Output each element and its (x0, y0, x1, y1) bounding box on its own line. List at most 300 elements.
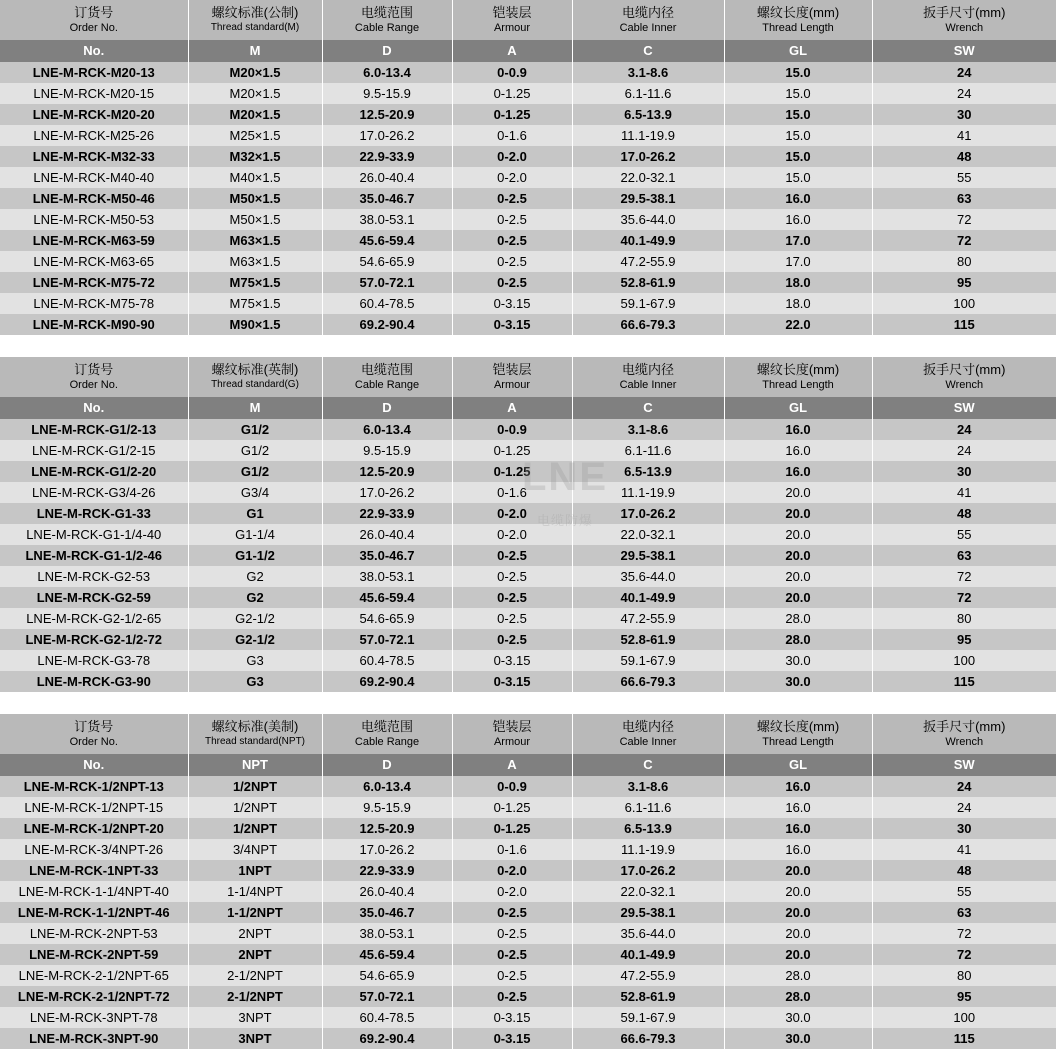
column-symbol-3: A (452, 397, 572, 419)
cell-order-no: LNE-M-RCK-3NPT-78 (0, 1007, 188, 1028)
table-row (0, 230, 1056, 251)
cell-order-no: LNE-M-RCK-M40-40 (0, 167, 188, 188)
column-header-0 (0, 357, 188, 397)
table-row (0, 629, 1056, 650)
cell-value-5: 16.0 (724, 797, 872, 818)
cell-value-3: 0-1.25 (452, 104, 572, 125)
cell-value-6: 100 (872, 650, 1056, 671)
cell-value-1: 3NPT (188, 1007, 322, 1028)
column-header-6 (872, 357, 1056, 397)
cell-value-4: 6.5-13.9 (572, 461, 724, 482)
cell-value-3: 0-3.15 (452, 314, 572, 335)
cell-value-5: 28.0 (724, 986, 872, 1007)
table-row (0, 209, 1056, 230)
cell-value-5: 15.0 (724, 146, 872, 167)
cell-value-6: 115 (872, 314, 1056, 335)
cell-value-6: 63 (872, 902, 1056, 923)
cell-order-no: LNE-M-RCK-2NPT-53 (0, 923, 188, 944)
column-header-en-4: Cable Inner (619, 379, 677, 391)
cell-value-4: 17.0-26.2 (572, 503, 724, 524)
cell-value-2: 9.5-15.9 (322, 83, 452, 104)
table-row (0, 1028, 1056, 1049)
cell-value-1: 1/2NPT (188, 818, 322, 839)
column-symbol-1: NPT (188, 754, 322, 776)
cell-value-4: 6.5-13.9 (572, 818, 724, 839)
cell-order-no: LNE-M-RCK-M50-46 (0, 188, 188, 209)
cell-order-no: LNE-M-RCK-M32-33 (0, 146, 188, 167)
cell-value-5: 15.0 (724, 104, 872, 125)
cell-value-6: 80 (872, 965, 1056, 986)
column-header-5 (724, 0, 872, 40)
column-header-cn-0: 订货号 (74, 5, 114, 20)
cell-order-no: LNE-M-RCK-M20-15 (0, 83, 188, 104)
cell-value-6: 48 (872, 860, 1056, 881)
cell-value-4: 35.6-44.0 (572, 566, 724, 587)
column-header-4 (572, 0, 724, 40)
cell-value-2: 45.6-59.4 (322, 230, 452, 251)
cell-order-no: LNE-M-RCK-2NPT-59 (0, 944, 188, 965)
column-header-en-3: Armour (493, 22, 531, 34)
cell-value-3: 0-1.6 (452, 839, 572, 860)
cell-value-1: G1/2 (188, 461, 322, 482)
cell-value-3: 0-1.25 (452, 440, 572, 461)
cell-value-6: 72 (872, 209, 1056, 230)
cell-value-4: 66.6-79.3 (572, 314, 724, 335)
table-row (0, 482, 1056, 503)
cell-value-3: 0-0.9 (452, 776, 572, 797)
cell-value-1: G2-1/2 (188, 608, 322, 629)
cell-value-3: 0-2.5 (452, 986, 572, 1007)
cell-value-5: 28.0 (724, 608, 872, 629)
cell-value-1: M25×1.5 (188, 125, 322, 146)
cell-order-no: LNE-M-RCK-3NPT-90 (0, 1028, 188, 1049)
cell-value-2: 26.0-40.4 (322, 524, 452, 545)
cell-value-6: 95 (872, 629, 1056, 650)
table-row (0, 608, 1056, 629)
cell-value-6: 100 (872, 1007, 1056, 1028)
cell-value-5: 20.0 (724, 902, 872, 923)
cell-value-2: 38.0-53.1 (322, 923, 452, 944)
cell-value-1: M90×1.5 (188, 314, 322, 335)
cell-value-6: 115 (872, 671, 1056, 692)
cell-value-2: 17.0-26.2 (322, 839, 452, 860)
column-header-cn-3: 铠装层 (492, 5, 532, 20)
column-header-2 (322, 357, 452, 397)
cell-value-1: G2 (188, 566, 322, 587)
table-header-row (0, 714, 1056, 754)
cell-value-2: 22.9-33.9 (322, 860, 452, 881)
cell-value-2: 6.0-13.4 (322, 776, 452, 797)
cell-value-3: 0-2.0 (452, 860, 572, 881)
table-row (0, 314, 1056, 335)
cell-value-2: 35.0-46.7 (322, 902, 452, 923)
cell-value-2: 57.0-72.1 (322, 629, 452, 650)
column-header-cn-5: 螺纹长度(mm) (756, 719, 840, 734)
cell-value-5: 16.0 (724, 776, 872, 797)
table-symbol-row (0, 40, 1056, 62)
cell-order-no: LNE-M-RCK-2-1/2NPT-65 (0, 965, 188, 986)
cell-value-2: 35.0-46.7 (322, 188, 452, 209)
cell-value-4: 17.0-26.2 (572, 146, 724, 167)
cell-value-2: 17.0-26.2 (322, 125, 452, 146)
cell-value-3: 0-2.5 (452, 902, 572, 923)
column-header-en-0: Order No. (69, 22, 118, 34)
column-symbol-6: SW (872, 397, 1056, 419)
cell-value-1: M20×1.5 (188, 83, 322, 104)
cell-value-2: 26.0-40.4 (322, 881, 452, 902)
column-header-en-1: Thread standard(G) (211, 379, 299, 390)
cell-value-1: 2NPT (188, 923, 322, 944)
cell-value-3: 0-0.9 (452, 62, 572, 83)
column-header-cn-4: 电缆内径 (621, 362, 674, 377)
column-header-3 (452, 0, 572, 40)
cell-value-4: 11.1-19.9 (572, 125, 724, 146)
cell-value-4: 29.5-38.1 (572, 902, 724, 923)
cell-value-1: M40×1.5 (188, 167, 322, 188)
column-header-6 (872, 0, 1056, 40)
column-symbol-0: No. (0, 40, 188, 62)
cell-value-4: 22.0-32.1 (572, 881, 724, 902)
cell-value-4: 47.2-55.9 (572, 608, 724, 629)
cell-value-6: 41 (872, 839, 1056, 860)
cell-value-2: 54.6-65.9 (322, 965, 452, 986)
cell-value-2: 22.9-33.9 (322, 503, 452, 524)
cell-value-4: 22.0-32.1 (572, 524, 724, 545)
cell-value-1: G1-1/4 (188, 524, 322, 545)
table-row (0, 923, 1056, 944)
column-header-en-0: Order No. (69, 379, 118, 391)
cell-value-3: 0-2.5 (452, 188, 572, 209)
cell-value-2: 57.0-72.1 (322, 986, 452, 1007)
cell-value-1: M75×1.5 (188, 272, 322, 293)
cell-value-4: 35.6-44.0 (572, 923, 724, 944)
cell-value-6: 48 (872, 146, 1056, 167)
table-row (0, 839, 1056, 860)
table-row (0, 818, 1056, 839)
cell-value-1: G3 (188, 671, 322, 692)
cell-order-no: LNE-M-RCK-G1/2-13 (0, 419, 188, 440)
cell-value-3: 0-2.5 (452, 629, 572, 650)
table-row (0, 860, 1056, 881)
cell-value-6: 24 (872, 776, 1056, 797)
column-header-5 (724, 357, 872, 397)
cell-value-1: G1-1/2 (188, 545, 322, 566)
cell-value-5: 20.0 (724, 944, 872, 965)
cell-value-4: 29.5-38.1 (572, 188, 724, 209)
cell-order-no: LNE-M-RCK-M63-65 (0, 251, 188, 272)
cell-value-6: 55 (872, 524, 1056, 545)
cell-value-2: 26.0-40.4 (322, 167, 452, 188)
column-header-cn-1: 螺纹标准(美制) (211, 719, 299, 734)
cell-value-4: 40.1-49.9 (572, 944, 724, 965)
cell-value-6: 63 (872, 188, 1056, 209)
cell-value-6: 63 (872, 545, 1056, 566)
table-row (0, 419, 1056, 440)
cell-value-2: 38.0-53.1 (322, 566, 452, 587)
table-header-row (0, 0, 1056, 40)
cell-value-4: 6.1-11.6 (572, 440, 724, 461)
cell-value-5: 16.0 (724, 839, 872, 860)
cell-value-5: 20.0 (724, 503, 872, 524)
cell-value-4: 66.6-79.3 (572, 671, 724, 692)
cell-value-6: 24 (872, 419, 1056, 440)
cell-value-4: 47.2-55.9 (572, 251, 724, 272)
cell-value-4: 11.1-19.9 (572, 482, 724, 503)
cell-value-2: 60.4-78.5 (322, 650, 452, 671)
cell-value-6: 115 (872, 1028, 1056, 1049)
cell-value-4: 47.2-55.9 (572, 965, 724, 986)
cell-value-2: 6.0-13.4 (322, 62, 452, 83)
cell-value-2: 9.5-15.9 (322, 797, 452, 818)
cell-value-6: 55 (872, 167, 1056, 188)
cell-value-1: G2-1/2 (188, 629, 322, 650)
cell-value-1: M63×1.5 (188, 251, 322, 272)
cell-value-3: 0-3.15 (452, 1007, 572, 1028)
cell-value-6: 72 (872, 944, 1056, 965)
column-symbol-6: SW (872, 40, 1056, 62)
column-symbol-4: C (572, 754, 724, 776)
spec-table-metric (0, 0, 1056, 335)
column-header-cn-5: 螺纹长度(mm) (756, 362, 840, 377)
column-symbol-2: D (322, 40, 452, 62)
cell-value-3: 0-2.0 (452, 503, 572, 524)
table-row (0, 545, 1056, 566)
cell-value-6: 24 (872, 440, 1056, 461)
cell-value-6: 30 (872, 104, 1056, 125)
cell-order-no: LNE-M-RCK-G1/2-20 (0, 461, 188, 482)
column-header-en-1: Thread standard(M) (210, 22, 300, 33)
cell-value-6: 100 (872, 293, 1056, 314)
column-header-cn-2: 电缆范围 (360, 362, 413, 377)
cell-value-4: 6.5-13.9 (572, 104, 724, 125)
table-row (0, 251, 1056, 272)
cell-value-5: 20.0 (724, 482, 872, 503)
column-header-6 (872, 714, 1056, 754)
cell-value-1: 1NPT (188, 860, 322, 881)
column-header-1 (188, 0, 322, 40)
table-row (0, 671, 1056, 692)
cell-value-1: M63×1.5 (188, 230, 322, 251)
column-header-en-4: Cable Inner (619, 736, 677, 748)
table-row (0, 650, 1056, 671)
column-header-cn-3: 铠装层 (492, 719, 532, 734)
cell-value-3: 0-2.5 (452, 209, 572, 230)
column-header-cn-4: 电缆内径 (621, 5, 674, 20)
column-header-3 (452, 714, 572, 754)
cell-value-2: 35.0-46.7 (322, 545, 452, 566)
cell-value-3: 0-3.15 (452, 293, 572, 314)
column-symbol-0: No. (0, 754, 188, 776)
column-header-cn-1: 螺纹标准(公制) (211, 5, 299, 20)
cell-order-no: LNE-M-RCK-1/2NPT-13 (0, 776, 188, 797)
column-header-en-6: Wrench (945, 736, 984, 748)
cell-value-4: 29.5-38.1 (572, 545, 724, 566)
cell-order-no: LNE-M-RCK-M50-53 (0, 209, 188, 230)
cell-order-no: LNE-M-RCK-G2-1/2-72 (0, 629, 188, 650)
table-row (0, 1007, 1056, 1028)
cell-value-1: G3 (188, 650, 322, 671)
cell-value-5: 20.0 (724, 587, 872, 608)
cell-value-3: 0-2.5 (452, 923, 572, 944)
cell-value-3: 0-2.5 (452, 965, 572, 986)
cell-value-6: 24 (872, 62, 1056, 83)
column-header-cn-0: 订货号 (74, 362, 114, 377)
cell-value-3: 0-0.9 (452, 419, 572, 440)
cell-value-3: 0-2.5 (452, 587, 572, 608)
cell-order-no: LNE-M-RCK-1/2NPT-15 (0, 797, 188, 818)
cell-value-5: 15.0 (724, 83, 872, 104)
cell-value-5: 20.0 (724, 566, 872, 587)
column-header-en-3: Armour (493, 736, 531, 748)
cell-value-4: 35.6-44.0 (572, 209, 724, 230)
cell-value-4: 6.1-11.6 (572, 797, 724, 818)
table-row (0, 776, 1056, 797)
cell-value-2: 9.5-15.9 (322, 440, 452, 461)
cell-value-5: 30.0 (724, 650, 872, 671)
cell-value-2: 69.2-90.4 (322, 1028, 452, 1049)
cell-value-1: 3/4NPT (188, 839, 322, 860)
column-header-cn-6: 扳手尺寸(mm) (923, 362, 1006, 377)
cell-value-5: 20.0 (724, 860, 872, 881)
cell-value-1: M50×1.5 (188, 188, 322, 209)
column-header-cn-2: 电缆范围 (360, 5, 413, 20)
table-row (0, 440, 1056, 461)
column-header-en-2: Cable Range (354, 379, 420, 391)
cell-value-6: 72 (872, 230, 1056, 251)
column-symbol-3: A (452, 40, 572, 62)
cell-value-5: 16.0 (724, 188, 872, 209)
cell-order-no: LNE-M-RCK-M20-13 (0, 62, 188, 83)
cell-value-6: 72 (872, 566, 1056, 587)
column-symbol-4: C (572, 397, 724, 419)
cell-value-6: 80 (872, 251, 1056, 272)
spec-table-npt (0, 714, 1056, 1049)
column-header-en-6: Wrench (945, 379, 984, 391)
column-header-cn-2: 电缆范围 (360, 719, 413, 734)
cell-value-6: 41 (872, 125, 1056, 146)
cell-value-4: 17.0-26.2 (572, 860, 724, 881)
cell-value-2: 12.5-20.9 (322, 104, 452, 125)
table-row (0, 587, 1056, 608)
cell-value-3: 0-2.5 (452, 608, 572, 629)
column-symbol-3: A (452, 754, 572, 776)
cell-value-3: 0-2.5 (452, 251, 572, 272)
cell-value-2: 54.6-65.9 (322, 251, 452, 272)
cell-value-3: 0-2.5 (452, 566, 572, 587)
cell-value-4: 6.1-11.6 (572, 83, 724, 104)
spec-table-bsp (0, 357, 1056, 692)
column-header-cn-3: 铠装层 (492, 362, 532, 377)
table-row (0, 797, 1056, 818)
cell-order-no: LNE-M-RCK-G2-59 (0, 587, 188, 608)
table-row (0, 524, 1056, 545)
cell-value-5: 15.0 (724, 167, 872, 188)
cell-order-no: LNE-M-RCK-G3/4-26 (0, 482, 188, 503)
cell-value-2: 69.2-90.4 (322, 671, 452, 692)
column-symbol-4: C (572, 40, 724, 62)
column-header-en-2: Cable Range (354, 736, 420, 748)
table-row (0, 146, 1056, 167)
cell-value-6: 55 (872, 881, 1056, 902)
cell-value-2: 38.0-53.1 (322, 209, 452, 230)
cell-value-6: 24 (872, 797, 1056, 818)
table-row (0, 461, 1056, 482)
cell-value-3: 0-2.0 (452, 524, 572, 545)
cell-value-4: 3.1-8.6 (572, 776, 724, 797)
cell-value-5: 28.0 (724, 965, 872, 986)
cell-value-6: 72 (872, 923, 1056, 944)
column-header-cn-0: 订货号 (74, 719, 114, 734)
column-header-2 (322, 714, 452, 754)
table-row (0, 83, 1056, 104)
cell-order-no: LNE-M-RCK-G3-90 (0, 671, 188, 692)
cell-order-no: LNE-M-RCK-G2-53 (0, 566, 188, 587)
table-row (0, 125, 1056, 146)
table-symbol-row (0, 397, 1056, 419)
cell-value-6: 95 (872, 272, 1056, 293)
cell-value-1: 2-1/2NPT (188, 986, 322, 1007)
cell-value-3: 0-1.25 (452, 83, 572, 104)
cell-value-3: 0-2.5 (452, 944, 572, 965)
cell-value-4: 52.8-61.9 (572, 629, 724, 650)
cell-value-1: G1/2 (188, 419, 322, 440)
column-header-cn-6: 扳手尺寸(mm) (923, 719, 1006, 734)
cell-value-3: 0-1.6 (452, 482, 572, 503)
cell-value-2: 54.6-65.9 (322, 608, 452, 629)
cell-order-no: LNE-M-RCK-1/2NPT-20 (0, 818, 188, 839)
cell-value-5: 17.0 (724, 230, 872, 251)
cell-value-1: 1-1/4NPT (188, 881, 322, 902)
cell-value-4: 40.1-49.9 (572, 230, 724, 251)
column-symbol-5: GL (724, 754, 872, 776)
cell-value-5: 30.0 (724, 671, 872, 692)
table-row (0, 944, 1056, 965)
cell-value-5: 20.0 (724, 524, 872, 545)
watermark-line2: 电缆防爆 (536, 513, 593, 528)
cell-value-3: 0-2.5 (452, 272, 572, 293)
cell-value-3: 0-2.5 (452, 545, 572, 566)
column-symbol-5: GL (724, 40, 872, 62)
column-symbol-0: No. (0, 397, 188, 419)
cell-value-2: 69.2-90.4 (322, 314, 452, 335)
cell-order-no: LNE-M-RCK-1-1/4NPT-40 (0, 881, 188, 902)
cell-value-1: M20×1.5 (188, 62, 322, 83)
cell-value-1: M32×1.5 (188, 146, 322, 167)
table-npt (0, 714, 1056, 1049)
cell-value-3: 0-1.25 (452, 818, 572, 839)
cell-value-5: 30.0 (724, 1007, 872, 1028)
cell-value-1: 2NPT (188, 944, 322, 965)
cell-value-3: 0-3.15 (452, 650, 572, 671)
table-bsp (0, 357, 1056, 692)
cell-value-5: 16.0 (724, 440, 872, 461)
cell-value-4: 59.1-67.9 (572, 293, 724, 314)
column-header-1 (188, 714, 322, 754)
cell-value-4: 59.1-67.9 (572, 650, 724, 671)
cell-value-1: 1/2NPT (188, 776, 322, 797)
cell-order-no: LNE-M-RCK-M90-90 (0, 314, 188, 335)
cell-value-5: 20.0 (724, 923, 872, 944)
cell-value-5: 20.0 (724, 545, 872, 566)
column-header-cn-1: 螺纹标准(英制) (211, 362, 299, 377)
table-row (0, 293, 1056, 314)
cell-value-3: 0-2.0 (452, 881, 572, 902)
cell-order-no: LNE-M-RCK-3/4NPT-26 (0, 839, 188, 860)
cell-value-4: 11.1-19.9 (572, 839, 724, 860)
cell-value-5: 30.0 (724, 1028, 872, 1049)
cell-value-4: 59.1-67.9 (572, 1007, 724, 1028)
table-row (0, 902, 1056, 923)
